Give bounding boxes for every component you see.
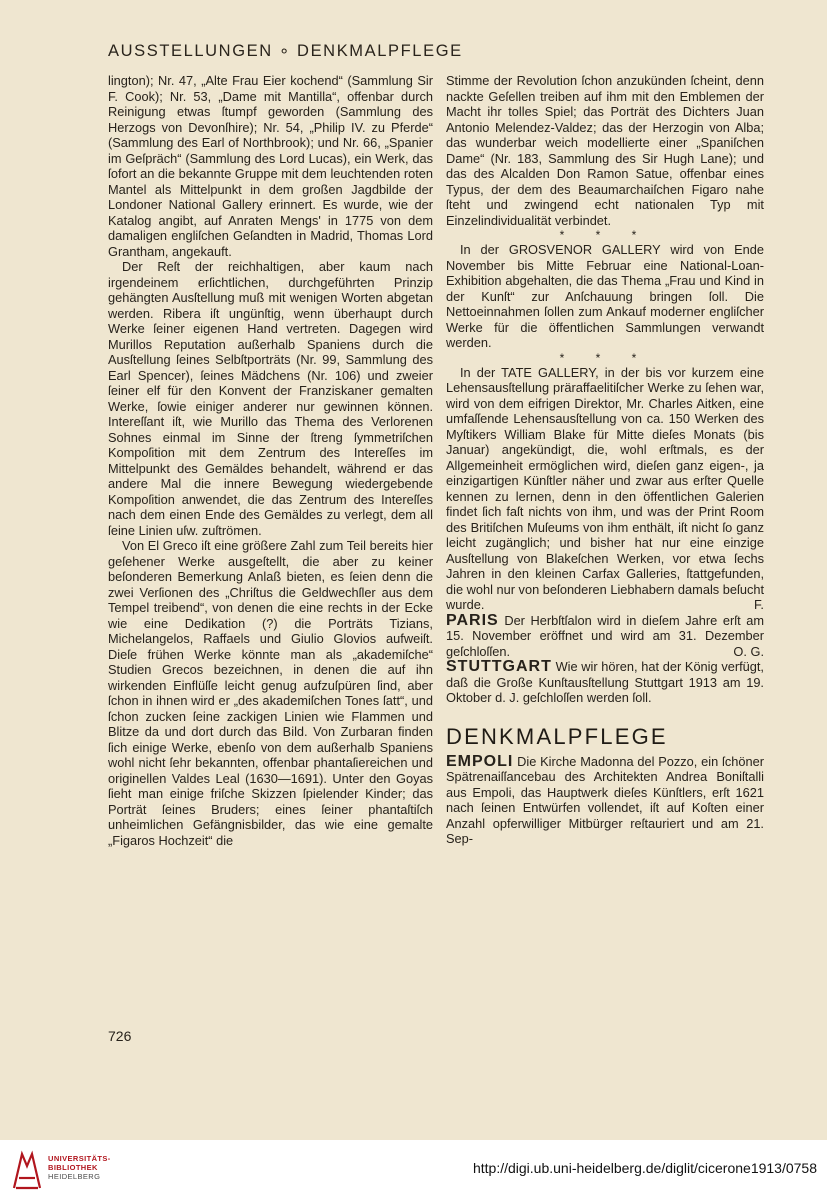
running-header: AUSSTELLUNGEN ∘ DENKMALPFLEGE bbox=[108, 42, 463, 60]
permalink-url[interactable]: http://digi.ub.uni-heidelberg.de/diglit/cicerone1913/0758 bbox=[472, 1160, 817, 1176]
city-heading-paris: PARIS bbox=[446, 611, 499, 629]
library-logo bbox=[48, 1154, 111, 1181]
signature: O. G. bbox=[733, 643, 764, 659]
city-heading-empoli: EMPOLI bbox=[446, 752, 514, 770]
stuttgart-entry bbox=[446, 659, 764, 706]
right-paragraph-grosvenor: In der GROSVENOR GALLERY wird von Ende November bis Mitte Februar eine National-Loan-Exhibition abgehalten, die das Thema „Frau und Kind in der Kunſt“ zur Anſchauung bringen ſoll. Die Nettoeinnahmen ſollen zum Ankauf moderner engliſcher Werke für die öffentlichen Sammlungen verwandt werden. bbox=[446, 242, 764, 350]
section-divider-stars: * * * bbox=[559, 350, 651, 365]
left-paragraph-1: lington); Nr. 47, „Alte Frau Eier kochend“ (Sammlung Sir F. Cook); Nr. 53, „Dame mit Mantilla“, offenbar durch Reinigung etwas ſtumpf geworden (Sammlung des Herzogs von Devonſhire); Nr. 54, „Philip IV. zu Pferde“ (Sammlung des Earl of Northbrook); und Nr. 66, „Spanier im Geſpräch“ (Sammlung des Lord Lucas), ein Werk, das ſofort an die bekannte Gruppe mit dem leuchtenden roten Mantel als Mittelpunkt in dem großen Jagdbilde der Londoner National Gallery erinnert. Es wurde, wie der Katalog angibt, auf Anraten Mengs' in 1775 von dem damaligen engliſchen Geſandten in Madrid, Thomas Lord Grantham, angekauft. bbox=[108, 73, 433, 259]
logo-line: UNIVERSITÄTS- bbox=[48, 1154, 111, 1163]
logo-line: HEIDELBERG bbox=[48, 1172, 101, 1181]
logo-line: BIBLIOTHEK bbox=[48, 1163, 98, 1172]
right-paragraph-1: Stimme der Revolution ſchon anzukünden ſcheint, denn nackte Geſellen treiben auf ihm mit den Emblemen der Macht ihr tolles Spiel; das Porträt des Dichters Juan Antonio Melendez-Valdez; das der Herzogin von Alba; das wunderbar weich modellierte einer „Spaniſchen Dame“ (Nr. 183, Sammlung des Sir Hugh Lane); und das des Alcalden Don Ramon Satue, offenbar eines Typus, der dem des Beaumarchaiſchen Figaro nahe ſteht und zwingend echt nationalen Typ mit Einzelindividualität verbindet. bbox=[446, 73, 764, 228]
page-number: 726 bbox=[108, 1028, 132, 1044]
city-heading-stuttgart: STUTTGART bbox=[446, 658, 552, 675]
tate-text: In der TATE GALLERY, in der bis vor kurzem eine Lehensausſtellung präraffaelitiſcher Werke zu ſehen war, wird von dem eifrigen Direktor, Mr. Charles Aitken, eine umfaſſende Lehensausſtellung von ca. 150 Werken des Myſtikers William Blake für Mitte dieſes Monats (bis Januar) angekündigt, die, wohl erſtmals, es der Allgemeinheit ermöglichen wird, dieſen ganz eigen-, ja einzigartigen Künſtler näher und zwar aus erſter Quelle kennen zu lernen, denn in den öffentlichen Galerien findet ſich faſt nichts von ihm, und was der Print Room des Britiſchen Muſeums von ihm enthält, iſt nicht ſo ganz leicht zugänglich; und bisher hat nur eine einzige Ausſtellung von Blakeſchen Werken, vor etwa ſechs Jahren in den kleinen Carfax Galleries, ſtattgefunden, die wohl nur von beſonderen Liebhabern damals beſucht wurde. bbox=[446, 364, 765, 612]
section-divider-stars: * * * bbox=[559, 228, 651, 242]
left-paragraph-3: Von El Greco iſt eine größere Zahl zum Teil bereits hier geſehener Werke ausgeſtellt, die aber zu keiner beſonderen Bemerkung Anlaß bieten, es ſeien denn die zwei Verſionen des „Chriſtus die Geldwechſler aus dem Tempel treibend“, von denen die eine rechts in der Ecke wie eine Dedikation (?) die Porträts Tizians, Michelangelos, Raffaels und Giulio Glovios aufweiſt. Dieſe frühen Werke könnte man als „akademiſche“ Studien Grecos bezeichnen, in denen die auf ihn wirkenden Einflüſſe leicht genug aufzuſpüren ſind, aber ſchon in ihnen wird er „des akademiſchen Tones ſatt“, und ſchon zucken ſeine zackigen Linien wie Flammen und Blitze da und dort durch das Bild. Von Zurbaran finden ſich einige Werke, ebenſo von dem außerhalb Spaniens wohl nicht ſehr bekannten, offenbar phantaſiereichen und originellen Valdes Leal (1630—1691). Unter den Goyas ſieht man einige friſche Skizzen ſpielender Kinder; das Porträt ſeines Bruders; eines ſeiner phantaſtiſch unheimlichen Gefängnisbilder, das wie eine gemalte „Figaros Hochzeit“ die bbox=[108, 538, 433, 848]
left-column bbox=[108, 73, 433, 848]
right-paragraph-tate bbox=[446, 365, 764, 613]
footer-bar bbox=[0, 1140, 827, 1201]
signature: F. bbox=[754, 597, 764, 612]
paris-text: Der Herbſtſalon wird in dieſem Jahre erſt am 15. November eröffnet und wird am 31. Dezember geſchloſſen. bbox=[446, 612, 764, 659]
paris-entry bbox=[446, 613, 764, 660]
university-seal-icon bbox=[10, 1148, 44, 1192]
empoli-entry bbox=[446, 754, 764, 847]
section-title: DENKMALPFLEGE bbox=[446, 723, 668, 749]
empoli-text: Die Kirche Madonna del Pozzo, ein ſchöner Spätrenaiſſancebau des Architekten Andrea Boniſtalli aus Empoli, das Hauptwerk dieſes Künſtlers, erſt 1621 nach ſeinen Entwürfen vollendet, iſt auf Koſten einer Anzahl opferwilliger Mitbürger reſtauriert und am 21. Sep- bbox=[446, 753, 764, 846]
right-column bbox=[446, 73, 764, 847]
left-paragraph-2: Der Reſt der reichhaltigen, aber kaum nach irgendeinem erſichtlichen, durchgeführten Prinzip gehängten Ausſtellung muß mit wenigen Worten abgetan werden. Ribera iſt ungünſtig, wenn überhaupt durch Werke ſeiner eigenen Hand vertreten. Dagegen wird Murillos Reputation außerhalb Spaniens durch die Ausſtellung ſeines Selbſtporträts (Nr. 99, Sammlung des Earl Spencer), ſeines Mädchens (Nr. 106) und zweier ſeiner elf für den Konvent der Franziskaner gemalten Werke, ſowie einiger anderer nur gewinnen können. Intereſſant iſt, wie Murillo das Thema des Verlorenen Sohnes einmal im Sinne der ſtreng ſymmetriſchen Kompoſition mit dem Zentrum des Intereſſes im Mittelpunkt des Gemäldes behandelt, während er das andere Mal die innere Bewegung wiedergebende Kompoſition anwendet, die das Zentrum des Intereſſes nach dem einen Ende des Gemäldes zu verlegt, dem all ſeine Linien uſw. zuſtrömen. bbox=[108, 259, 433, 538]
stuttgart-text: Wie wir hören, hat der König verfügt, daß die Große Kunſtausſtellung Stuttgart 1913 am 19. Oktober d. J. geſchloſſen werden ſoll. bbox=[446, 659, 764, 705]
